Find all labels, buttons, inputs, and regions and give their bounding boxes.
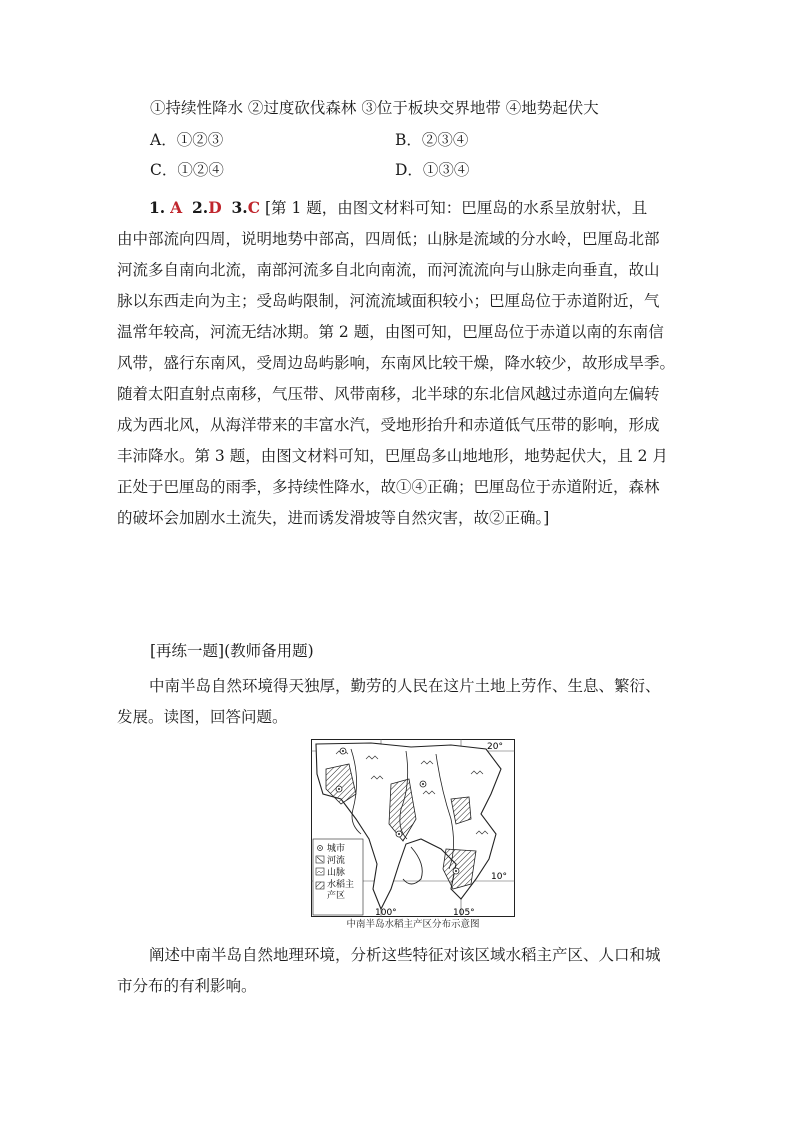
- explanation-line: 河流多自南向北流，南部河流多自北向南流，而河流流向与山脉走向垂直，故山: [117, 261, 660, 279]
- option-c: C．①②④: [150, 161, 224, 179]
- answer-explanation: [117, 192, 677, 534]
- lon-label-100: 100°: [375, 908, 397, 917]
- map-figure: [311, 739, 515, 929]
- lat-label-20: 20°: [487, 742, 503, 752]
- lon-label-105: 105°: [453, 908, 475, 917]
- explanation-line: 的破坏会加剧水土流失，进而诱发滑坡等自然灾害，故②正确。]: [117, 509, 550, 527]
- option-a: A．①②③: [150, 131, 224, 149]
- question-conditions: ①持续性降水 ②过度砍伐森林 ③位于板块交界地带 ④地势起伏大: [150, 99, 599, 117]
- explanation-line: 正处于巴厘岛的雨季，多持续性降水，故①④正确；巴厘岛位于赤道附近，森林: [117, 478, 660, 496]
- answer-num-3: 3.: [231, 198, 248, 217]
- legend-mountain: 山脉: [327, 868, 346, 878]
- explanation-line: 脉以东西走向为主；受岛屿限制，河流流域面积较小；巴厘岛位于赤道附近，气: [117, 292, 660, 310]
- map-svg: [311, 739, 515, 917]
- legend-rice-2: 产区: [327, 891, 346, 901]
- explanation-line: 风带，盛行东南风，受周边岛屿影响，东南风比较干燥，降水较少，故形成旱季。: [117, 354, 676, 372]
- explanation-line: 随着太阳直射点南移，气压带、风带南移，北半球的东北信风越过赤道向左偏转: [117, 385, 660, 403]
- option-b: B．②③④: [395, 131, 469, 149]
- map-caption: 中南半岛水稻主产区分布示意图: [346, 919, 480, 930]
- explanation-line: [第 1 题，由图文材料可知：巴厘岛的水系呈放射状，且: [264, 199, 648, 217]
- answer-2: D: [208, 198, 222, 217]
- legend-city: 城市: [327, 844, 346, 854]
- practice-intro: [117, 671, 677, 733]
- question-line: 阐述中南半岛自然地理环境，分析这些特征对该区域水稻主产区、人口和城: [149, 946, 661, 964]
- answer-1: A: [170, 198, 183, 217]
- practice-question: [117, 940, 677, 1002]
- intro-line: 发展。读图，回答问题。: [117, 708, 288, 726]
- answer-num-2: 2.: [192, 198, 209, 217]
- answer-3: C: [247, 198, 261, 217]
- explanation-line: 丰沛降水。第 3 题，由图文材料可知，巴厘岛多山地地形，地势起伏大，且 2 月: [117, 447, 668, 465]
- legend-river: 河流: [327, 856, 346, 866]
- explanation-line: 成为西北风，从海洋带来的丰富水汽，受地形抬升和赤道低气压带的影响，形成: [117, 416, 660, 434]
- answer-num-1: 1.: [149, 198, 166, 217]
- lat-label-10: 10°: [491, 872, 507, 882]
- question-line: 市分布的有利影响。: [117, 977, 257, 995]
- explanation-line: 由中部流向四周，说明地势中部高，四周低；山脉是流域的分水岭，巴厘岛北部: [117, 230, 660, 248]
- intro-line: 中南半岛自然环境得天独厚，勤劳的人民在这片土地上劳作、生息、繁衍、: [149, 677, 661, 695]
- legend-rice-1: 水稻主: [327, 880, 355, 890]
- option-d: D．①③④: [395, 161, 470, 179]
- explanation-line: 温常年较高，河流无结冰期。第 2 题，由图可知，巴厘岛位于赤道以南的东南信: [117, 323, 664, 341]
- practice-heading: [再练一题](教师备用题): [150, 642, 314, 660]
